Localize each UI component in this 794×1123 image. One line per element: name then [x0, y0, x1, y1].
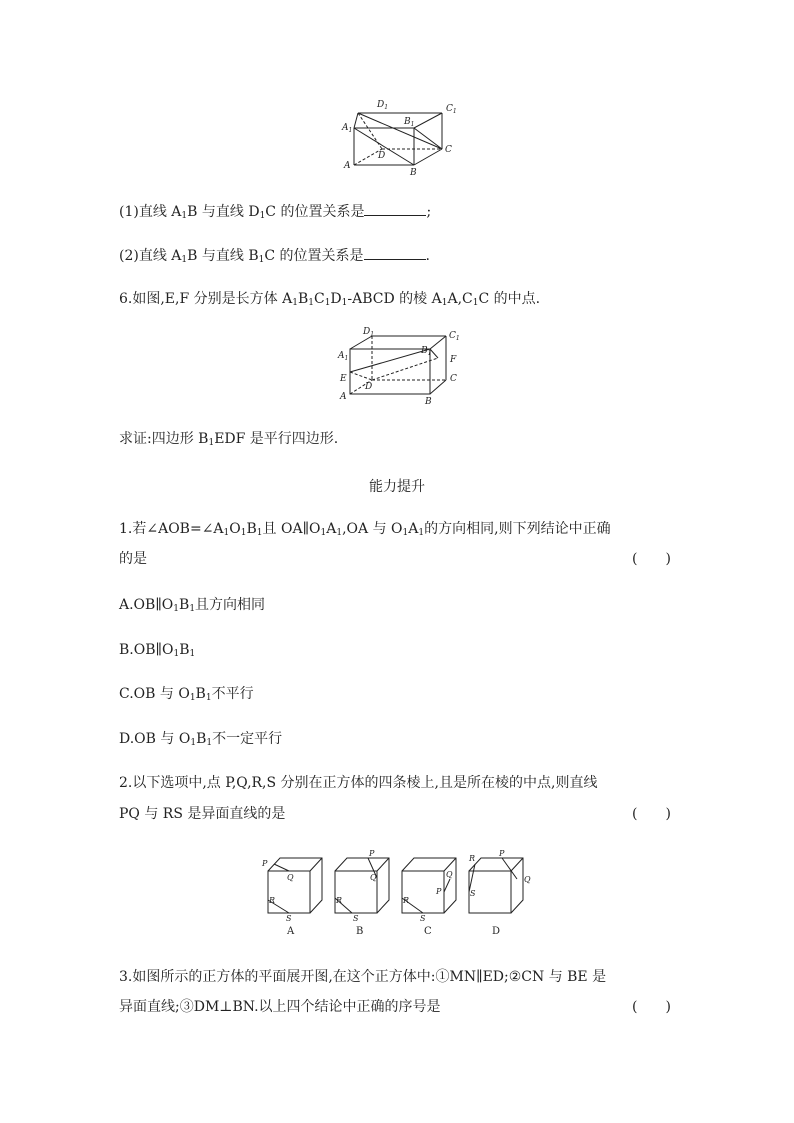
q6-proof: 求证:四边形 $B_1EDF$ 是平行四边形. — [119, 431, 339, 448]
cube-d-P: P — [499, 849, 505, 858]
q2-answer-paren[interactable]: ( ) — [632, 806, 671, 822]
q2-stem-line2: PQ 与 RS 是异面直线的是 — [119, 806, 286, 822]
answer-blank-2[interactable] — [364, 245, 426, 260]
label-E: E — [340, 374, 347, 384]
cube-d-Q: Q — [524, 875, 531, 884]
caption-d: D — [492, 926, 501, 937]
q1-option-d[interactable]: D.OB 与 $O_1B_1$不一定平行 — [119, 731, 283, 748]
q1-stem: 1.若$\angle AOB=\angle A_1O_1B_1$且 $OA\parallel O_1A_1,OA$ 与 $O_1A_1$的方向相同,则下列结论中正确 — [119, 521, 611, 538]
label-D1-2: $D_1$ — [363, 327, 375, 338]
cube-c-Q: Q — [446, 870, 453, 879]
q3-answer-paren[interactable]: ( ) — [632, 999, 671, 1015]
label-A-2: A — [340, 392, 347, 402]
cube-c-P: P — [436, 887, 442, 896]
cube-b-Q: Q — [370, 873, 377, 882]
q1-option-b[interactable]: $B.OB\parallel O_1B_1$ — [119, 642, 196, 659]
cube-c-R: R — [403, 896, 410, 905]
cube-d-S: S — [470, 889, 476, 898]
cube-b-P: P — [369, 849, 375, 858]
q5-part1: (1)直线 $A_1B$ 与直线 $D_1C$ 的位置关系是 ; — [119, 201, 431, 221]
cube-a-R: R — [269, 896, 276, 905]
q3-stem-line1: 3.如图所示的正方体的平面展开图,在这个正方体中:①MN∥ED;②CN 与 BE 是 — [119, 969, 607, 985]
label-C-2: C — [450, 374, 457, 384]
caption-a: A — [287, 926, 295, 937]
label-A: A — [344, 161, 351, 171]
label-D: D — [378, 151, 386, 161]
answer-blank-1[interactable] — [364, 201, 426, 216]
label-A1: $A_1$ — [342, 123, 353, 134]
cube-b-R: R — [336, 896, 343, 905]
section-title: 能力提升 — [369, 479, 425, 495]
label-C1-2: $C_1$ — [449, 331, 460, 342]
label-C: C — [445, 145, 452, 155]
label-B: B — [410, 168, 417, 178]
q3-stem-line2: 异面直线;③DM⊥BN.以上四个结论中正确的序号是 — [119, 999, 441, 1015]
cube-d — [469, 858, 523, 913]
label-D-2: D — [365, 382, 373, 392]
cube-a-P: P — [262, 859, 268, 868]
cube-c-S: S — [420, 914, 426, 923]
q1-stem-line2: 的是 — [119, 551, 147, 567]
q5-part2: (2)直线 $A_1B$ 与直线 $B_1C$ 的位置关系是 . — [119, 245, 430, 265]
label-B1-2: $B_1$ — [421, 346, 432, 357]
cube-a-Q: Q — [287, 873, 294, 882]
caption-b: B — [356, 926, 364, 937]
cube-d-R: R — [469, 854, 476, 863]
label-B-2: B — [425, 397, 432, 407]
label-B1: $B_1$ — [404, 117, 415, 128]
q1-answer-paren[interactable]: ( ) — [632, 551, 671, 567]
cube-a-S: S — [286, 914, 292, 923]
q6-stem: 6.如图,E,F 分别是长方体 $A_1B_1C_1D_1$-ABCD 的棱 $A_1A,C_1C$ 的中点. — [119, 291, 541, 308]
label-A1-2: $A_1$ — [338, 351, 349, 362]
cube-c — [402, 858, 456, 913]
label-D1: $D_1$ — [377, 100, 389, 111]
cube-b — [335, 858, 389, 913]
q1-option-c[interactable]: C.OB 与 $O_1B_1$不平行 — [119, 686, 254, 703]
q2-stem-line1: 2.以下选项中,点 P,Q,R,S 分别在正方体的四条棱上,且是所在棱的中点,则直线 — [119, 775, 598, 791]
caption-c: C — [424, 926, 432, 937]
label-C1: $C_1$ — [446, 104, 457, 115]
label-F: F — [450, 355, 457, 365]
q1-option-a[interactable]: $A.OB\parallel O_1B_1$且方向相同 — [119, 597, 266, 614]
cube-b-S: S — [353, 914, 359, 923]
cube-a — [268, 858, 322, 913]
